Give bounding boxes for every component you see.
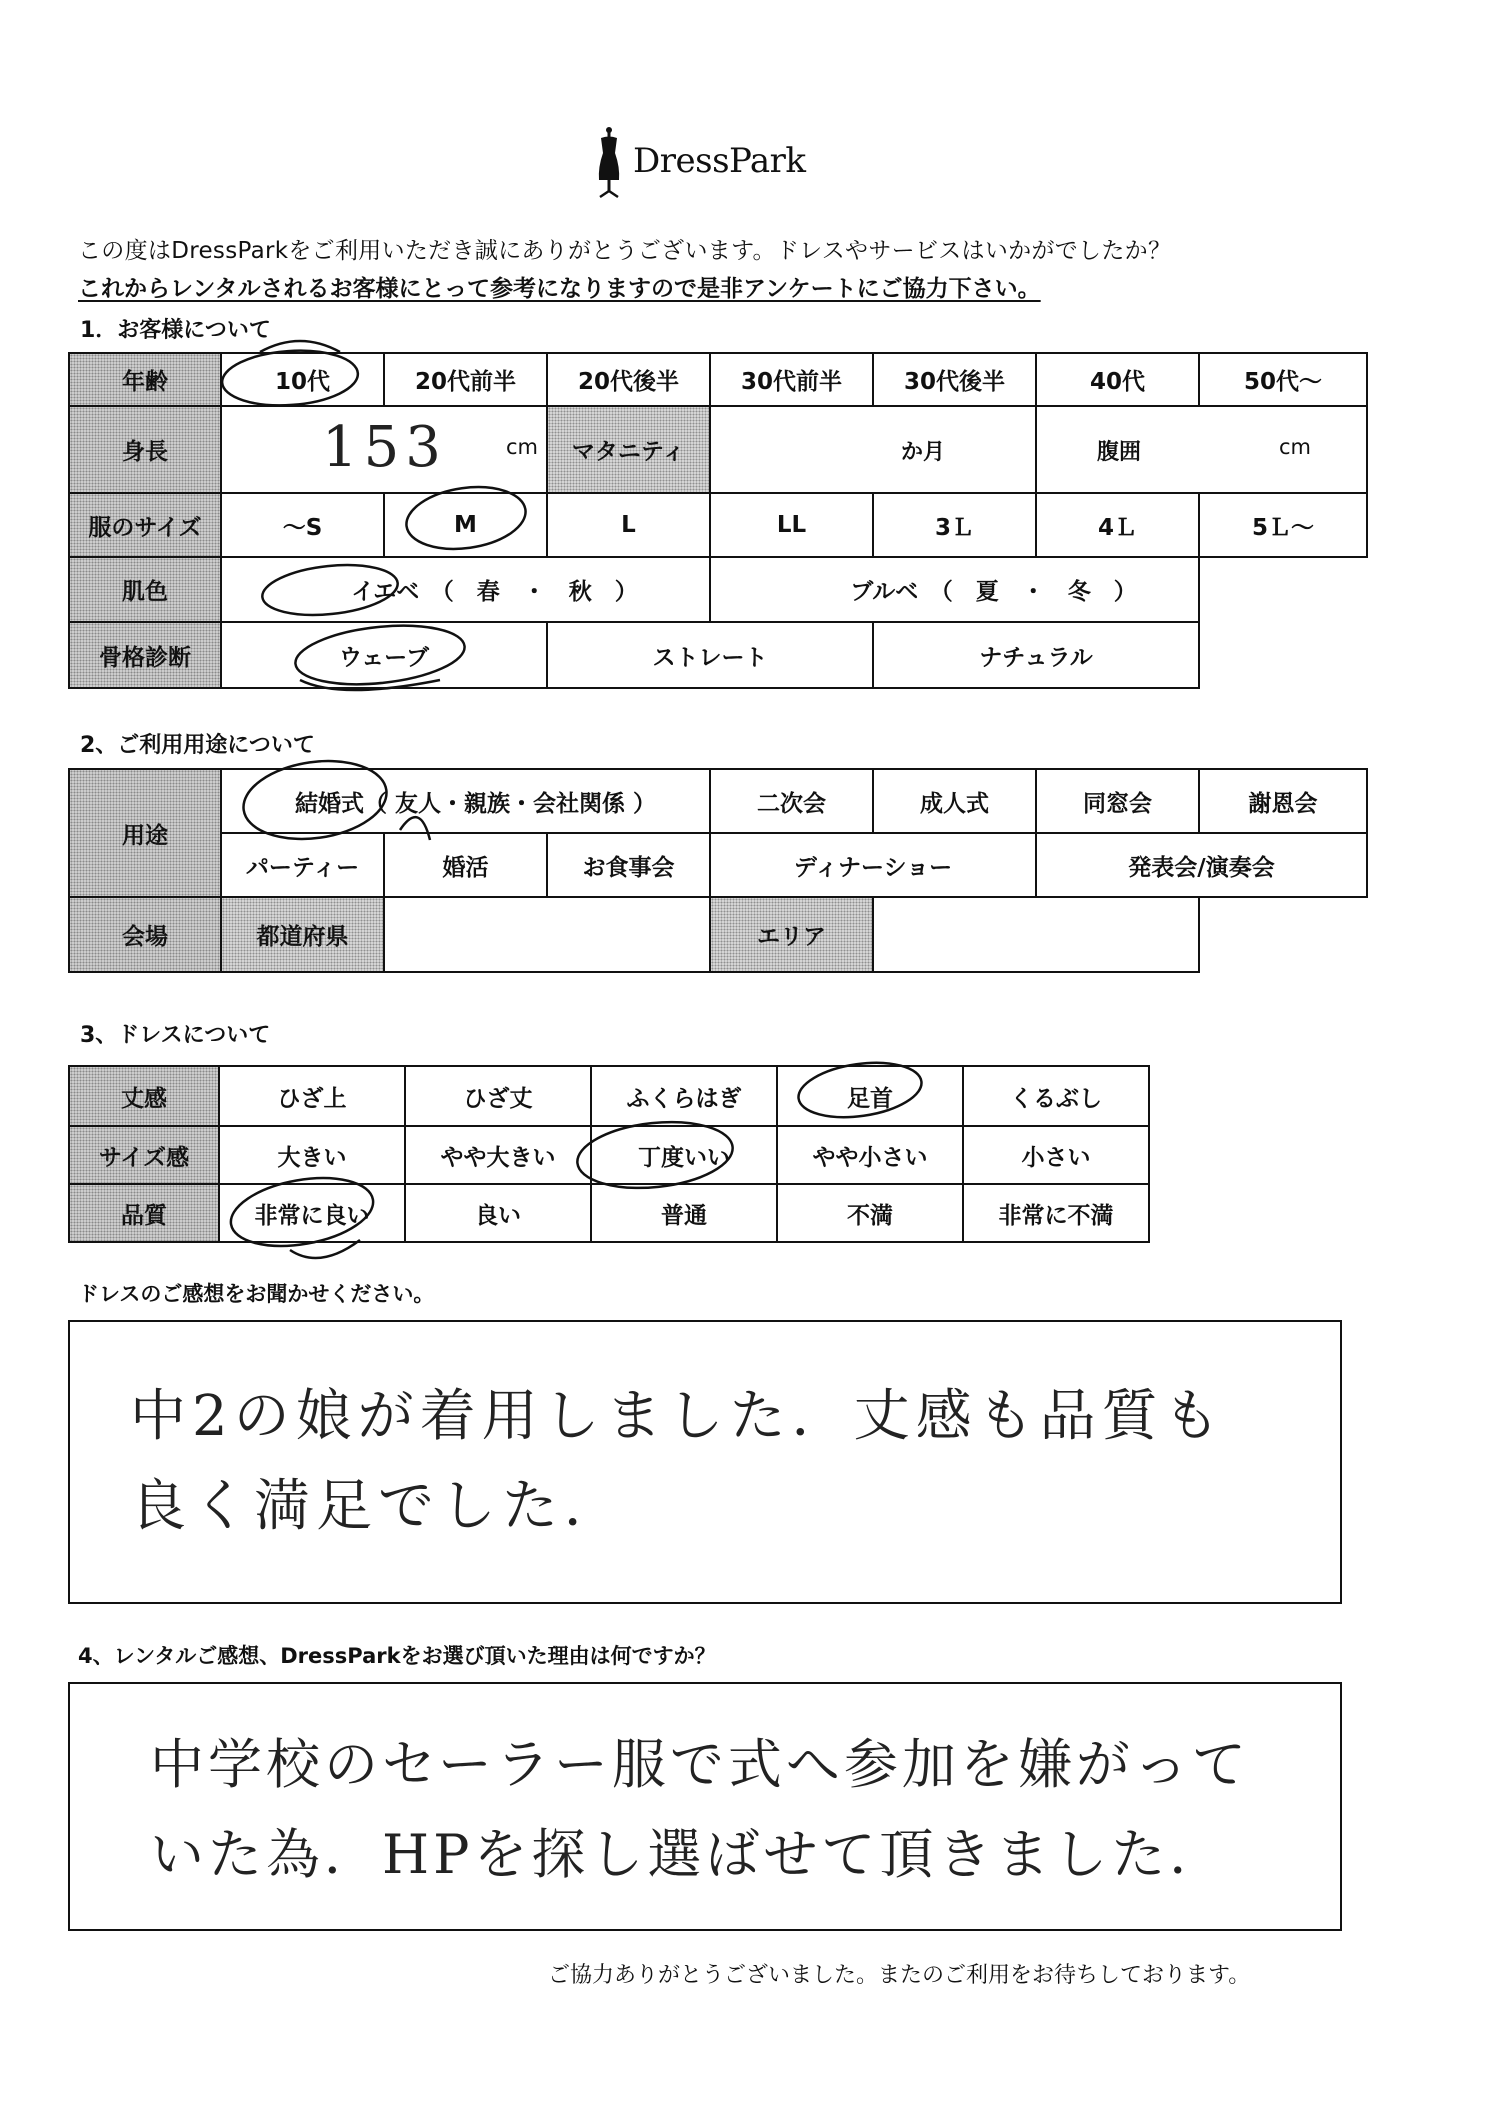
fit-option[interactable]: 小さい bbox=[963, 1126, 1149, 1184]
skin-blue-option[interactable]: ブルベ （ 夏 ・ 冬 ） bbox=[710, 557, 1199, 622]
size-option[interactable]: L bbox=[547, 493, 710, 557]
dresspark-logo bbox=[595, 125, 855, 200]
section2-title: 2、ご利用用途について bbox=[80, 733, 315, 758]
age-option[interactable]: 20代前半 bbox=[384, 353, 547, 406]
frame-option[interactable]: ウェーブ bbox=[221, 622, 547, 688]
age-option[interactable]: 40代 bbox=[1036, 353, 1199, 406]
purpose-option[interactable]: 二次会 bbox=[710, 769, 873, 833]
prefecture-field[interactable] bbox=[384, 897, 710, 972]
frame-option[interactable]: ストレート bbox=[547, 622, 873, 688]
length-option[interactable]: ひざ丈 bbox=[405, 1066, 591, 1126]
impression-field[interactable] bbox=[68, 1320, 1342, 1604]
age-label: 年齢 bbox=[69, 353, 221, 406]
purpose-option[interactable]: 発表会/演奏会 bbox=[1036, 833, 1367, 897]
prefecture-label: 都道府県 bbox=[221, 897, 384, 972]
fit-option[interactable]: 大きい bbox=[219, 1126, 405, 1184]
size-option[interactable]: 5Ｌ～ bbox=[1199, 493, 1367, 557]
purpose-option[interactable]: 成人式 bbox=[873, 769, 1036, 833]
purpose-table bbox=[68, 768, 1368, 973]
size-option[interactable]: M bbox=[384, 493, 547, 557]
skin-label: 肌色 bbox=[69, 557, 221, 622]
quality-option[interactable]: 非常に良い bbox=[219, 1184, 405, 1242]
fit-option[interactable]: やや大きい bbox=[405, 1126, 591, 1184]
purpose-wedding[interactable]: 結婚式（ 友人・親族・会社関係 ） bbox=[221, 769, 710, 833]
purpose-option[interactable]: 婚活 bbox=[384, 833, 547, 897]
reason-line-1: 中学校のセーラー服で式へ参加を嫌がって bbox=[150, 1733, 1250, 1796]
purpose-option[interactable]: お食事会 bbox=[547, 833, 710, 897]
length-option[interactable]: ふくらはぎ bbox=[591, 1066, 777, 1126]
quality-option[interactable]: 良い bbox=[405, 1184, 591, 1242]
maternity-label: マタニティ bbox=[547, 406, 710, 493]
impression-line-2: 良く満足でした． bbox=[130, 1474, 626, 1539]
age-option[interactable]: 30代前半 bbox=[710, 353, 873, 406]
size-option[interactable]: LL bbox=[710, 493, 873, 557]
impression-prompt: ドレスのご感想をお聞かせください。 bbox=[78, 1282, 435, 1306]
age-option[interactable]: 50代～ bbox=[1199, 353, 1367, 406]
area-label: エリア bbox=[710, 897, 873, 972]
reason-line-2: いた為．HPを探し選ばせて頂きました． bbox=[150, 1823, 1228, 1886]
age-option[interactable]: 30代後半 bbox=[873, 353, 1036, 406]
length-option[interactable]: ひざ上 bbox=[219, 1066, 405, 1126]
purpose-option[interactable]: 謝恩会 bbox=[1199, 769, 1367, 833]
size-label: 服のサイズ bbox=[69, 493, 221, 557]
purpose-option[interactable]: ディナーショー bbox=[710, 833, 1036, 897]
size-option[interactable]: ～S bbox=[221, 493, 384, 557]
skin-yellow-option[interactable]: イエベ （ 春 ・ 秋 ） bbox=[221, 557, 710, 622]
length-label: 丈感 bbox=[69, 1066, 219, 1126]
quality-option[interactable]: 不満 bbox=[777, 1184, 963, 1242]
area-field[interactable] bbox=[873, 897, 1199, 972]
months-label: か月 bbox=[900, 440, 945, 465]
waist-label: 腹囲 bbox=[1097, 440, 1142, 465]
maternity-months-field[interactable] bbox=[710, 406, 1036, 493]
purpose-option[interactable]: 同窓会 bbox=[1036, 769, 1199, 833]
intro-line-2: これからレンタルされるお客様にとって参考になりますので是非アンケートにご協力下さい。 bbox=[78, 276, 1041, 302]
logo-text: DressPark bbox=[633, 141, 806, 181]
size-option[interactable]: 3Ｌ bbox=[873, 493, 1036, 557]
frame-option[interactable]: ナチュラル bbox=[873, 622, 1199, 688]
venue-label: 会場 bbox=[69, 897, 221, 972]
waist-unit: cm bbox=[1278, 435, 1311, 459]
section4-title: 4、レンタルご感想、DressParkをお選び頂いた理由は何ですか？ bbox=[78, 1644, 716, 1668]
quality-option[interactable]: 普通 bbox=[591, 1184, 777, 1242]
dress-table bbox=[68, 1065, 1150, 1243]
section1-title: 1．お客様について bbox=[80, 318, 271, 343]
length-option[interactable]: くるぶし bbox=[963, 1066, 1149, 1126]
age-option[interactable]: 10代 bbox=[221, 353, 384, 406]
quality-label: 品質 bbox=[69, 1184, 219, 1242]
age-option[interactable]: 20代後半 bbox=[547, 353, 710, 406]
reason-field[interactable] bbox=[68, 1682, 1342, 1931]
dress-form-icon bbox=[595, 125, 635, 200]
height-value: 153 bbox=[322, 415, 447, 480]
size-option[interactable]: 4Ｌ bbox=[1036, 493, 1199, 557]
length-option[interactable]: 足首 bbox=[777, 1066, 963, 1126]
purpose-label: 用途 bbox=[69, 769, 221, 897]
intro-line-1: この度はDressParkをご利用いただき誠にありがとうございます。ドレスやサービスはいかがでしたか？ bbox=[78, 238, 1172, 264]
fit-option[interactable]: やや小さい bbox=[777, 1126, 963, 1184]
purpose-option[interactable]: パーティー bbox=[221, 833, 384, 897]
closing-message: ご協力ありがとうございました。またのご利用をお待ちしております。 bbox=[548, 1963, 1251, 1988]
quality-option[interactable]: 非常に不満 bbox=[963, 1184, 1149, 1242]
customer-table bbox=[68, 352, 1368, 689]
height-unit: cm bbox=[505, 435, 538, 459]
fit-option[interactable]: 丁度いい bbox=[591, 1126, 777, 1184]
impression-line-1: 中2の娘が着用しました．丈感も品質も bbox=[130, 1384, 1226, 1449]
fit-label: サイズ感 bbox=[69, 1126, 219, 1184]
section3-title: 3、ドレスについて bbox=[80, 1023, 271, 1048]
height-field[interactable] bbox=[221, 406, 547, 493]
frame-label: 骨格診断 bbox=[69, 622, 221, 688]
circle-age-tail bbox=[260, 341, 340, 352]
height-label: 身長 bbox=[69, 406, 221, 493]
waist-field[interactable] bbox=[1036, 406, 1367, 493]
